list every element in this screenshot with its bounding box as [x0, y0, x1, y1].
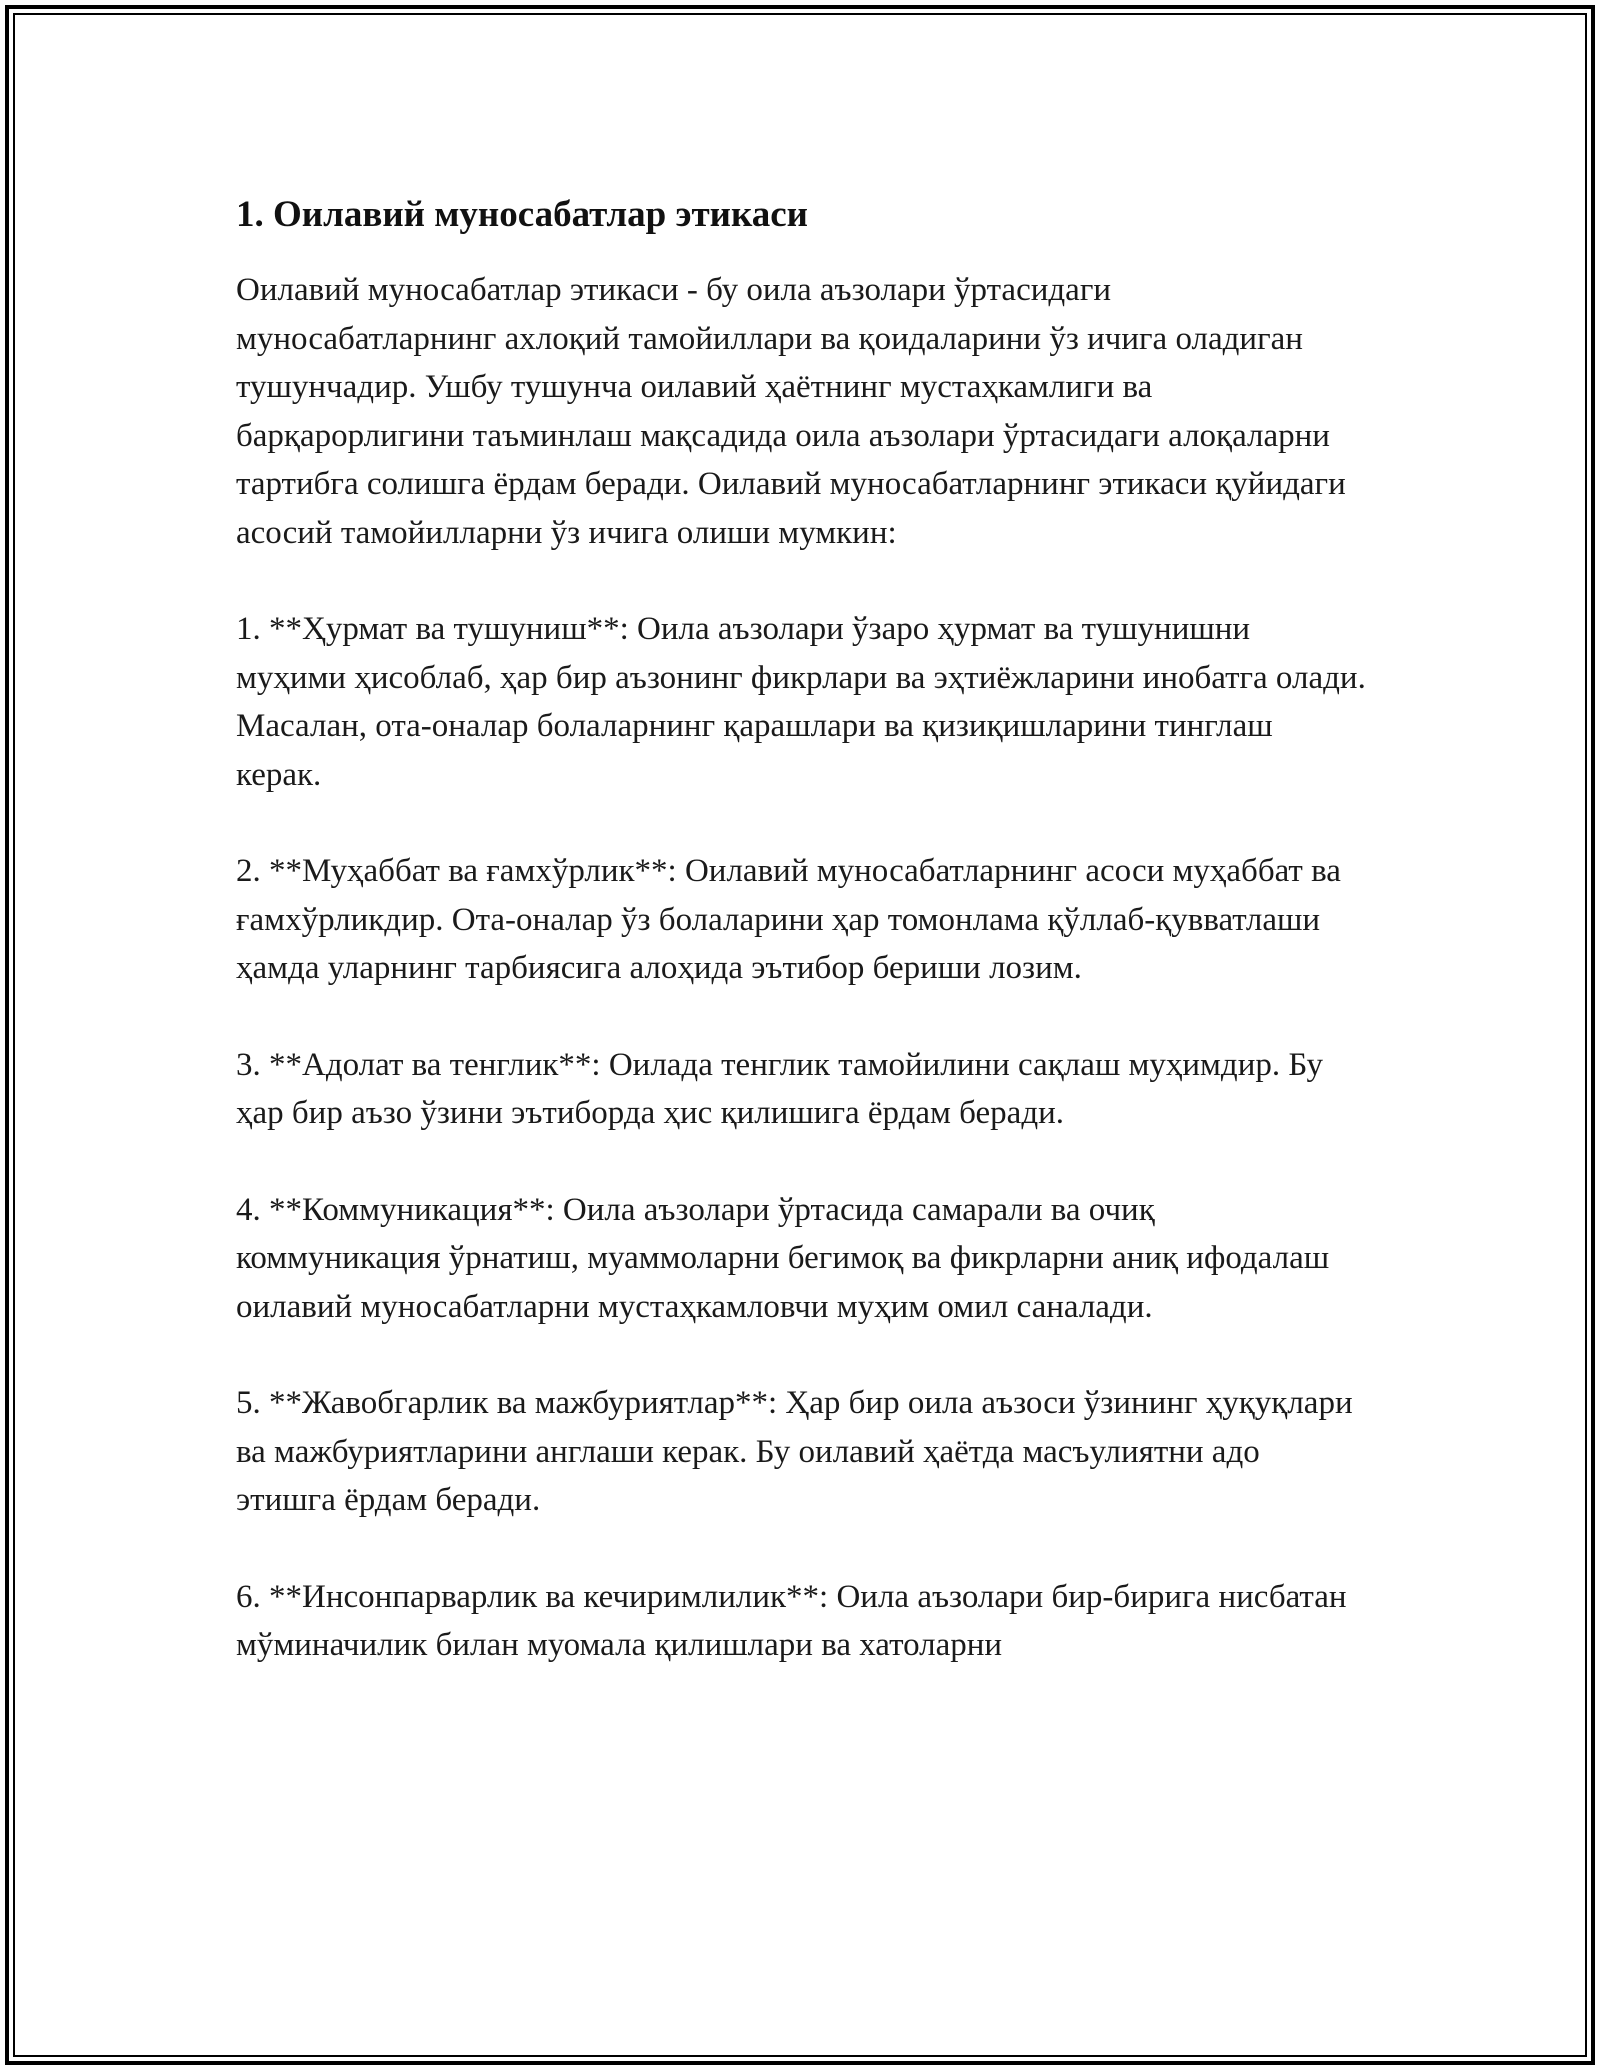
principle-respect-paragraph: 1. **Ҳурмат ва тушуниш**: Оила аъзолари ўзаро ҳурмат ва тушунишни муҳими ҳисоблаб, ҳар бир аъзонинг фикрлари ва эҳтиёжларини инобатга олади. Масалан, ота-оналар болаларнинг қарашлари ва қизиқишларини тинглаш керак.: [236, 611, 1366, 793]
document-body: [236, 186, 1366, 1718]
principle-love-paragraph: 2. **Муҳаббат ва ғамхўрлик**: Оилавий муносабатларнинг асоси муҳаббат ва ғамхўрликдир. Ота-оналар ўз болаларини ҳар томонлама қўллаб-қувватлаши ҳамда уларнинг тарбиясига алоҳида эътибор бериши лозим.: [236, 853, 1341, 986]
intro-paragraph: Оилавий муносабатлар этикаси - бу оила аъзолари ўртасидаги муносабатларнинг ахлоқий тамойиллари ва қоидаларини ўз ичига оладиган тушунчадир. Ушбу тушунча оилавий ҳаётнинг мустаҳкамлиги ва барқарорлигини таъминлаш мақсадида оила аъзолари ўртасидаги алоқаларни тартибга солишга ёрдам беради. Оилавий муносабатларнинг этикаси қуйидаги асосий тамойилларни ўз ичига олиши мумкин:: [236, 272, 1346, 551]
section-title: 1. Оилавий муносабатлар этикаси: [236, 194, 808, 235]
principle-humanism-paragraph: 6. **Инсонпарварлик ва кечиримлилик**: Оила аъзолари бир-бирига нисбатан мўминачилик билан муомала қилишлари ва хатоларни: [236, 1578, 1347, 1663]
principle-communication-paragraph: 4. **Коммуникация**: Оила аъзолари ўртасида самарали ва очиқ коммуникация ўрнатиш, муаммоларни бегимоқ ва фикрларни аниқ ифодалаш оилавий муносабатларни мустаҳкамловчи муҳим омил саналади.: [236, 1191, 1330, 1325]
principle-justice-paragraph: 3. **Адолат ва тенглик**: Оилада тенглик тамойилини сақлаш муҳимдир. Бу ҳар бир аъзо ўзини эътиборда ҳис қилишига ёрдам беради.: [236, 1046, 1324, 1131]
principle-responsibility-paragraph: 5. **Жавобгарлик ва мажбуриятлар**: Ҳар бир оила аъзоси ўзининг ҳуқуқлари ва мажбуриятларини англаши керак. Бу оилавий ҳаётда масъулиятни адо этишга ёрдам беради.: [236, 1385, 1353, 1518]
